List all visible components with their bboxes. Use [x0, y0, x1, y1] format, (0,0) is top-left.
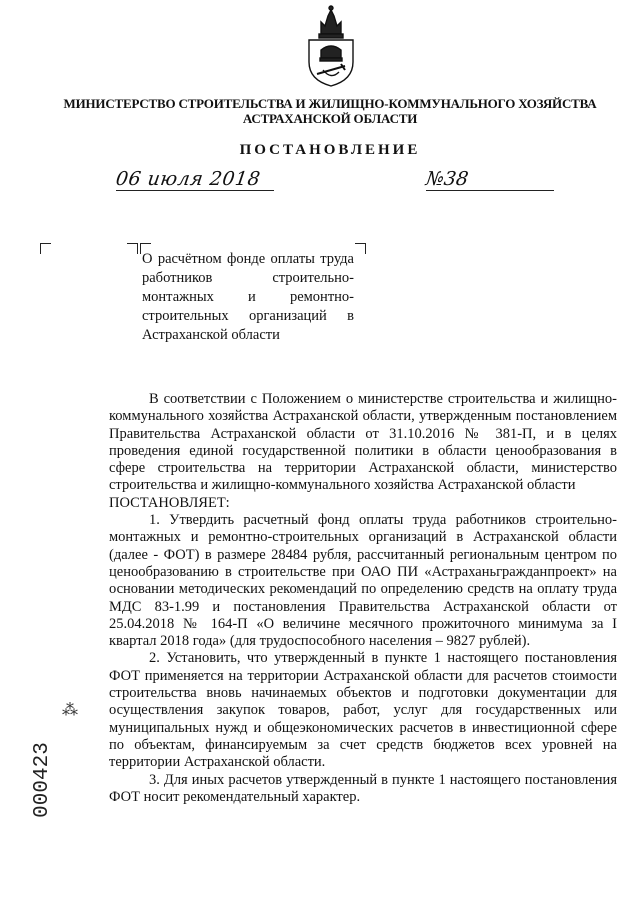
item-paragraph-2: 2. Установить, что утвержденный в пункте 1 настоящего постановления ФОТ применяется на территории Астраханской области для расчетов стоимости строительства вновь начинаемых объектов и подготовки документации для осуществления закупок товаров, работ, услуг для государственных или муниципальных нужд и общеэкономических расчетов в инвестиционной сфере по объектам, финансируемым за счет средств бюджетов всех уровней на территории Астраханской области. [109, 650, 617, 771]
corner-mark-left [40, 243, 51, 254]
ministry-name-line2: АСТРАХАНСКОЙ ОБЛАСТИ [242, 111, 418, 126]
ministry-name [40, 96, 620, 126]
document-type-title: ПОСТАНОВЛЕНИЕ [239, 142, 421, 158]
item-paragraph-1: 1. Утвердить расчетный фонд оплаты труда работников строительно-монтажных и ремонтно-строительных организаций в Астраханской области (далее - ФОТ) в размере 28484 рубля, рассчитанный региональным центром по ценообразованию в строительстве при ОАО ПИ «Астраханьгражданпроект» на основании методических рекомендаций по определению средств на оплату труда МДС 83-1.99 и постановления Правительства Астраханской области от 25.04.2018 № 164-П «О величине месячного прожиточного минимума за I квартал 2018 года» (для трудоспособного населения – 9827 рублей). [109, 512, 617, 650]
preamble-paragraph: В соответствии с Положением о министерстве строительства и жилищно-коммунального хозяйства Астраханской области, утвержденным постановлением Правительства Астраханской области от 31.10.2016 № 381-П, и в целях проведения единой государственной политики в области ценообразования в сфере строительства на территории Астраханской области, министерство строительства и жилищно-коммунального хозяйства Астраханской области [109, 391, 617, 494]
registration-number: №38 [424, 168, 470, 190]
corner-mark-mid-right [127, 243, 138, 254]
decree-word: ПОСТАНОВЛЯЕТ: [109, 494, 230, 511]
date-underline [116, 190, 274, 191]
document-body [109, 391, 617, 806]
margin-stamp-mark: ⁂ [62, 702, 78, 719]
serial-number: 000423 [30, 742, 54, 818]
corner-mark-right [355, 243, 366, 254]
item-paragraph-3: 3. Для иных расчетов утвержденный в пункте 1 настоящего постановления ФОТ носит рекомендательный характер. [109, 771, 617, 805]
number-underline [426, 190, 554, 191]
registration-date: 06 июля 2018 [114, 168, 262, 190]
document-subject: О расчётном фонде оплаты труда работников строительно-монтажных и ремонтно-строительных организаций в Астраханской области [142, 251, 354, 343]
ministry-name-line1: МИНИСТЕРСТВО СТРОИТЕЛЬСТВА И ЖИЛИЩНО-КОММУНАЛЬНОГО ХОЗЯЙСТВА [63, 96, 597, 111]
coat-of-arms-icon [303, 4, 359, 88]
